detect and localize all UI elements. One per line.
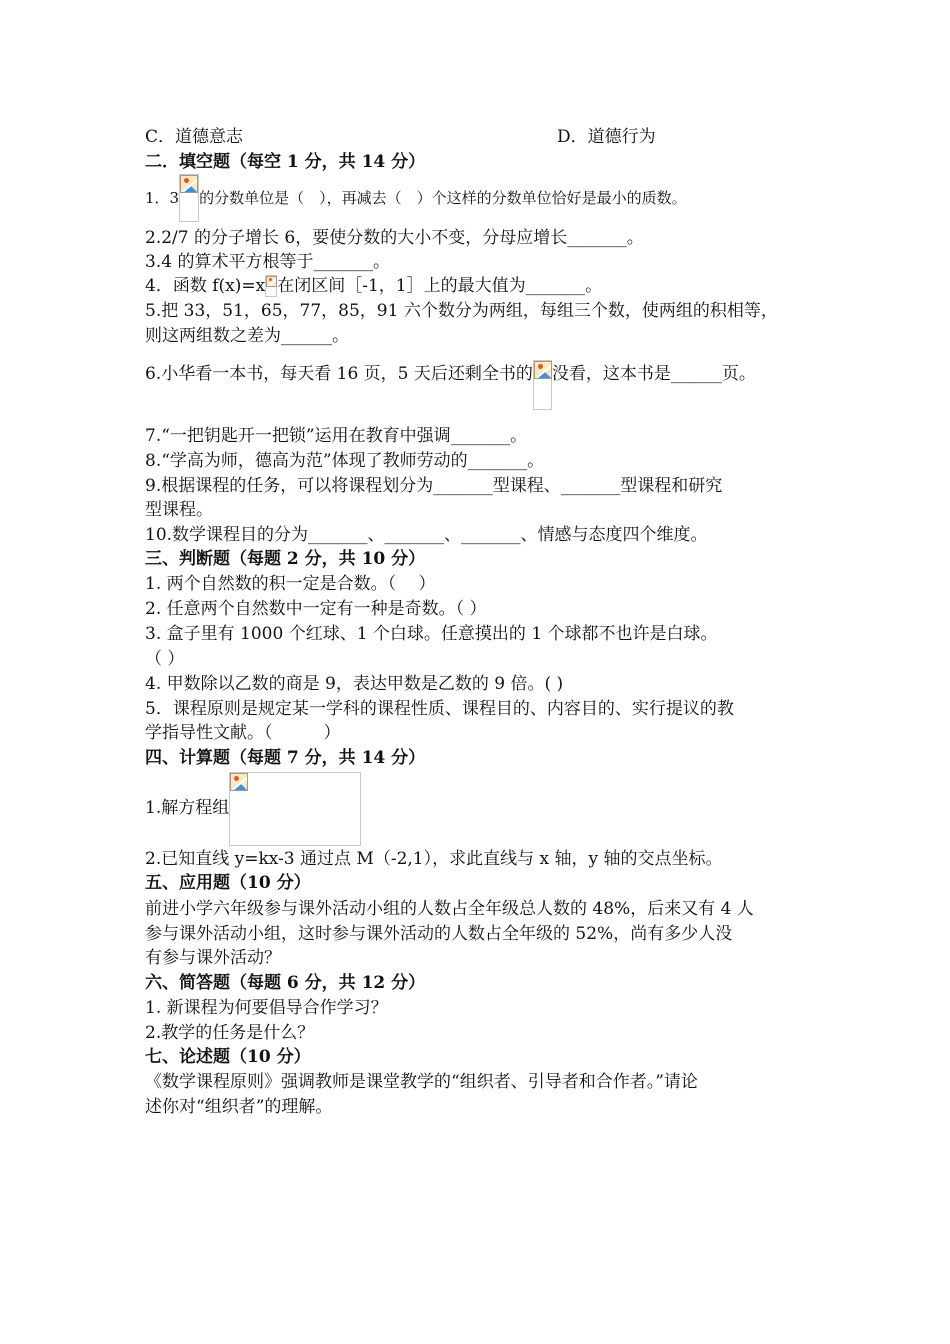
fill-q2: 2.2/7 的分子增长 6，要使分数的大小不变，分母应增长_______。 bbox=[145, 228, 644, 248]
fill-q1-suffix: 的分数单位是（ ），再减去（ ）个这样的分数单位恰好是最小的质数。 bbox=[199, 189, 687, 207]
section3-heading: 三、判断题（每题 2 分，共 10 分） bbox=[145, 549, 426, 569]
section5-heading: 五、应用题（10 分） bbox=[145, 873, 311, 893]
option-d: D．道德行为 bbox=[557, 127, 656, 147]
fraction-image-icon bbox=[179, 174, 199, 222]
option-c: C．道德意志 bbox=[145, 127, 244, 147]
fill-q1 bbox=[145, 174, 687, 222]
fraction-image-icon bbox=[533, 360, 552, 410]
fill-q6 bbox=[145, 360, 756, 410]
fill-q7: 7.“一把钥匙开一把锁”运用在教育中强调_______。 bbox=[145, 426, 528, 446]
section2-heading: 二．填空题（每空 1 分，共 14 分） bbox=[145, 152, 426, 172]
fill-q4 bbox=[145, 274, 602, 298]
judge-q1: 1. 两个自然数的积一定是合数。（ ） bbox=[145, 574, 436, 594]
fill-q5-line1: 5.把 33，51，65，77，85，91 六个数分为两组，每组三个数，使两组的积相等， bbox=[145, 301, 778, 321]
app-line1: 前进小学六年级参与课外活动小组的人数占全年级总人数的 48%，后来又有 4 人 bbox=[145, 899, 754, 919]
fill-q4-suffix: 在闭区间［-1，1］上的最大值为_______。 bbox=[277, 276, 603, 296]
equation-system-image-icon bbox=[229, 772, 361, 846]
judge-q5-line1: 5．课程原则是规定某一学科的课程性质、课程目的、内容目的、实行提议的教 bbox=[145, 699, 734, 719]
short-q2: 2.教学的任务是什么？ bbox=[145, 1023, 315, 1043]
fill-q1-prefix: 1．3 bbox=[145, 189, 180, 207]
section6-heading: 六、简答题（每题 6 分，共 12 分） bbox=[145, 973, 426, 993]
fill-q6-suffix: 没看，这本书是______页。 bbox=[551, 364, 756, 384]
fill-q9-line1: 9.根据课程的任务，可以将课程划分为_______型课程、_______型课程和研究 bbox=[145, 476, 723, 496]
calc-q1-label: 1.解方程组 bbox=[145, 798, 230, 818]
fill-q4-prefix: 4．函数 f(x)=x bbox=[145, 276, 266, 296]
section7-heading: 七、论述题（10 分） bbox=[145, 1047, 311, 1067]
fill-q3: 3.4 的算术平方根等于_______。 bbox=[145, 252, 390, 272]
options-row bbox=[145, 125, 656, 149]
judge-q5-line2: 学指导性文献。（ ） bbox=[145, 723, 341, 743]
short-q1: 1. 新课程为何要倡导合作学习？ bbox=[145, 998, 388, 1018]
fill-q10: 10.数学课程目的分为_______、_______、_______、情感与态度四个维度。 bbox=[145, 525, 708, 545]
calc-q1 bbox=[145, 772, 361, 846]
judge-q3-line2: （ ） bbox=[145, 649, 185, 669]
calc-q2: 2.已知直线 y=kx-3 通过点 M（-2,1），求此直线与 x 轴，y 轴的交点坐标。 bbox=[145, 849, 723, 869]
judge-q2: 2. 任意两个自然数中一定有一种是奇数。（ ） bbox=[145, 599, 487, 619]
fill-q6-prefix: 6.小华看一本书，每天看 16 页，5 天后还剩全书的 bbox=[145, 364, 533, 384]
fill-q8: 8.“学高为师，德高为范”体现了教师劳动的_______。 bbox=[145, 451, 545, 471]
judge-q4: 4. 甲数除以乙数的商是 9，表达甲数是乙数的 9 倍。( ) bbox=[145, 674, 564, 694]
app-line3: 有参与课外活动？ bbox=[145, 948, 281, 968]
essay-line1: 《数学课程原则》强调教师是课堂教学的“组织者、引导者和合作者。”请论 bbox=[145, 1072, 698, 1092]
fill-q9-line2: 型课程。 bbox=[145, 500, 213, 520]
essay-line2: 述你对“组织者”的理解。 bbox=[145, 1097, 333, 1117]
section4-heading: 四、计算题（每题 7 分，共 14 分） bbox=[145, 748, 426, 768]
fill-q5-line2: 则这两组数之差为______。 bbox=[145, 326, 349, 346]
exponent-image-icon bbox=[265, 275, 277, 297]
judge-q3-line1: 3. 盒子里有 1000 个红球、1 个白球。任意摸出的 1 个球都不也许是白球。 bbox=[145, 624, 718, 644]
app-line2: 参与课外活动小组，这时参与课外活动的人数占全年级的 52%，尚有多少人没 bbox=[145, 924, 733, 944]
